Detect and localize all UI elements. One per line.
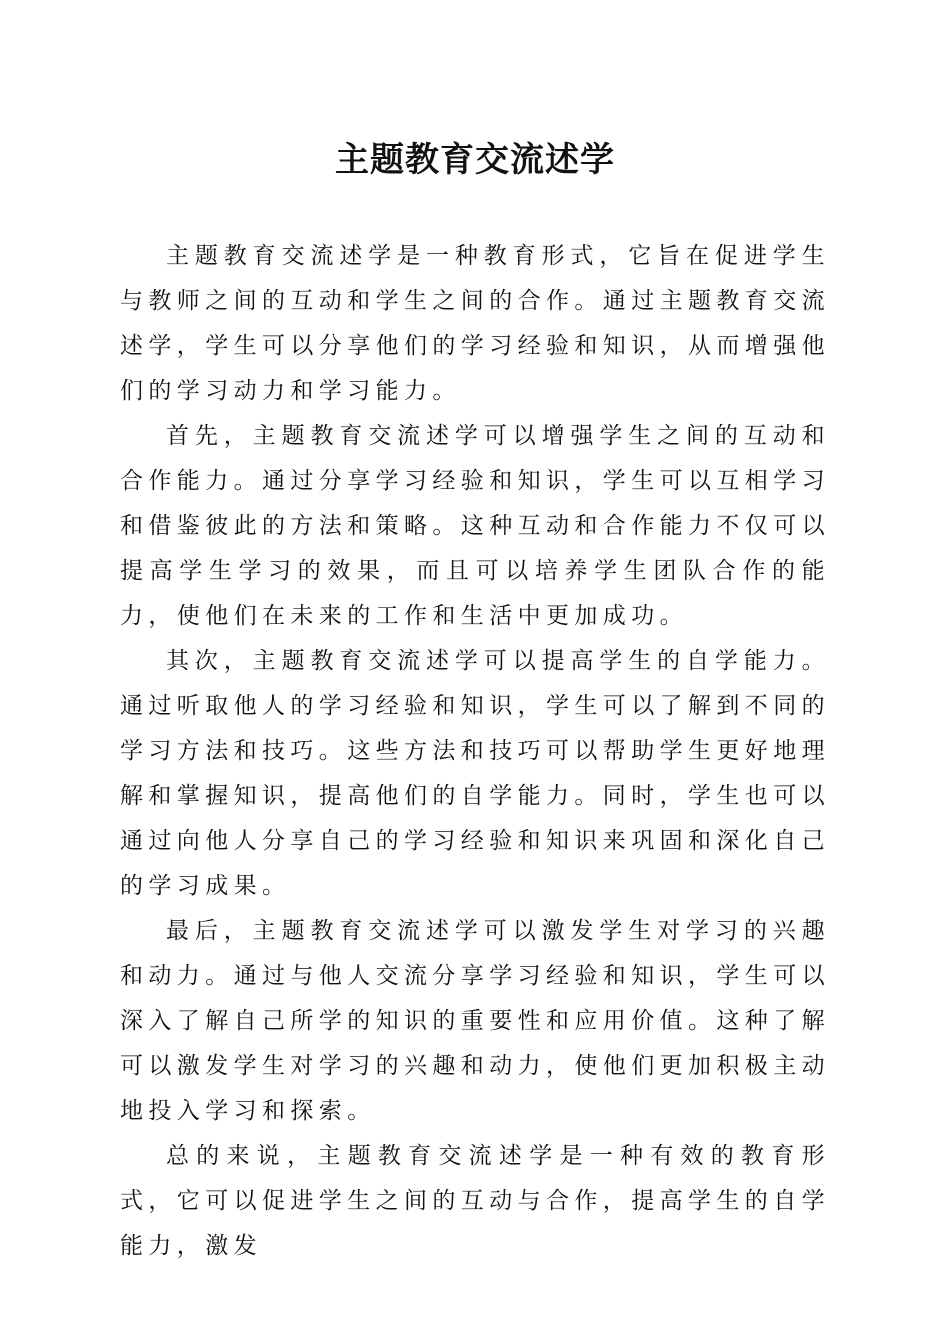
- paragraph-first-point: 首先，主题教育交流述学可以增强学生之间的互动和合作能力。通过分享学习经验和知识，学生可以互相学习和借鉴彼此的方法和策略。这种互动和合作能力不仅可以提高学生学习的效果，而且可以培养学生团队合作的能力，使他们在未来的工作和生活中更加成功。: [120, 423, 830, 629]
- paragraph-third-point: 最后，主题教育交流述学可以激发学生对学习的兴趣和动力。通过与他人交流分享学习经验和知识，学生可以深入了解自己所学的知识的重要性和应用价值。这种了解可以激发学生对学习的兴趣和动力，使他们更加积极主动地投入学习和探索。: [120, 918, 830, 1124]
- document-title: 主题教育交流述学: [335, 140, 615, 180]
- paragraph-second-point: 其次，主题教育交流述学可以提高学生的自学能力。通过听取他人的学习经验和知识，学生可以了解到不同的学习方法和技巧。这些方法和技巧可以帮助学生更好地理解和掌握知识，提高他们的自学能力。同时，学生也可以通过向他人分享自己的学习经验和知识来巩固和深化自己的学习成果。: [120, 648, 830, 899]
- paragraph-intro: 主题教育交流述学是一种教育形式，它旨在促进学生与教师之间的互动和学生之间的合作。通过主题教育交流述学，学生可以分享他们的学习经验和知识，从而增强他们的学习动力和学习能力。: [120, 243, 830, 404]
- paragraph-conclusion: 总的来说，主题教育交流述学是一种有效的教育形式，它可以促进学生之间的互动与合作，提高学生的自学能力，激发: [120, 1143, 830, 1259]
- document-body: [120, 234, 830, 1269]
